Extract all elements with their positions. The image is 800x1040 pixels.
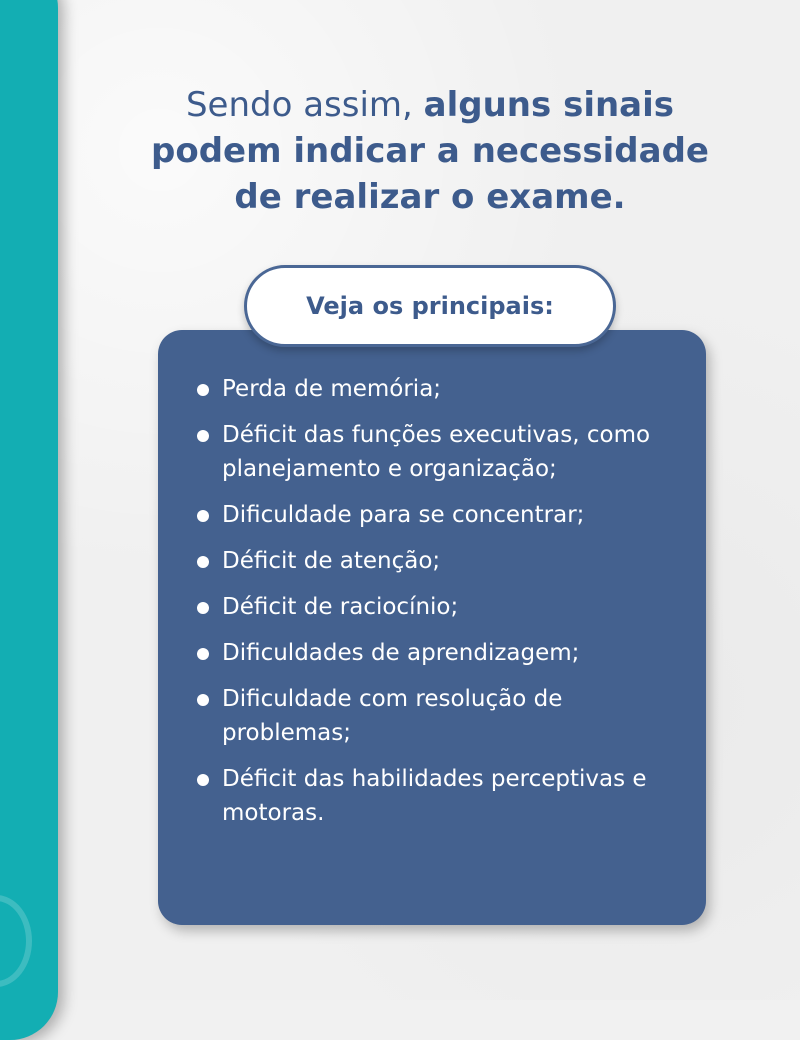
bullet-icon <box>197 774 209 786</box>
list-item <box>194 636 694 670</box>
list-item-text: Dificuldade com resolução de problemas; <box>222 686 563 746</box>
list-item-text: Déficit das funções executivas, como planejamento e organização; <box>222 422 651 482</box>
list-item-text: Dificuldades de aprendizagem; <box>222 640 580 666</box>
list-item <box>194 418 694 486</box>
list-item <box>194 682 694 750</box>
bullet-icon <box>197 384 209 396</box>
principais-badge <box>244 265 616 347</box>
list-item <box>194 590 694 624</box>
headline-intro: Sendo assim, <box>185 85 424 125</box>
teal-side-panel <box>0 0 58 1040</box>
bullet-icon <box>197 602 209 614</box>
bullet-icon <box>197 694 209 706</box>
bullet-icon <box>197 648 209 660</box>
signs-list <box>194 372 694 842</box>
list-item-text: Déficit de raciocínio; <box>222 594 459 620</box>
decorative-ring-icon <box>0 895 32 987</box>
headline-emphasis: alguns sinais podem indicar a necessidade de realizar o exame. <box>151 85 709 217</box>
list-item <box>194 372 694 406</box>
list-item <box>194 498 694 532</box>
list-item <box>194 762 694 830</box>
bullet-icon <box>197 510 209 522</box>
bullet-icon <box>197 430 209 442</box>
list-item-text: Dificuldade para se concentrar; <box>222 502 585 528</box>
bullet-icon <box>197 556 209 568</box>
list-item-text: Déficit de atenção; <box>222 548 441 574</box>
list-item-text: Perda de memória; <box>222 376 442 402</box>
headline <box>130 82 730 220</box>
list-item <box>194 544 694 578</box>
list-item-text: Déficit das habilidades perceptivas e motoras. <box>222 766 647 826</box>
badge-label: Veja os principais: <box>306 292 554 320</box>
